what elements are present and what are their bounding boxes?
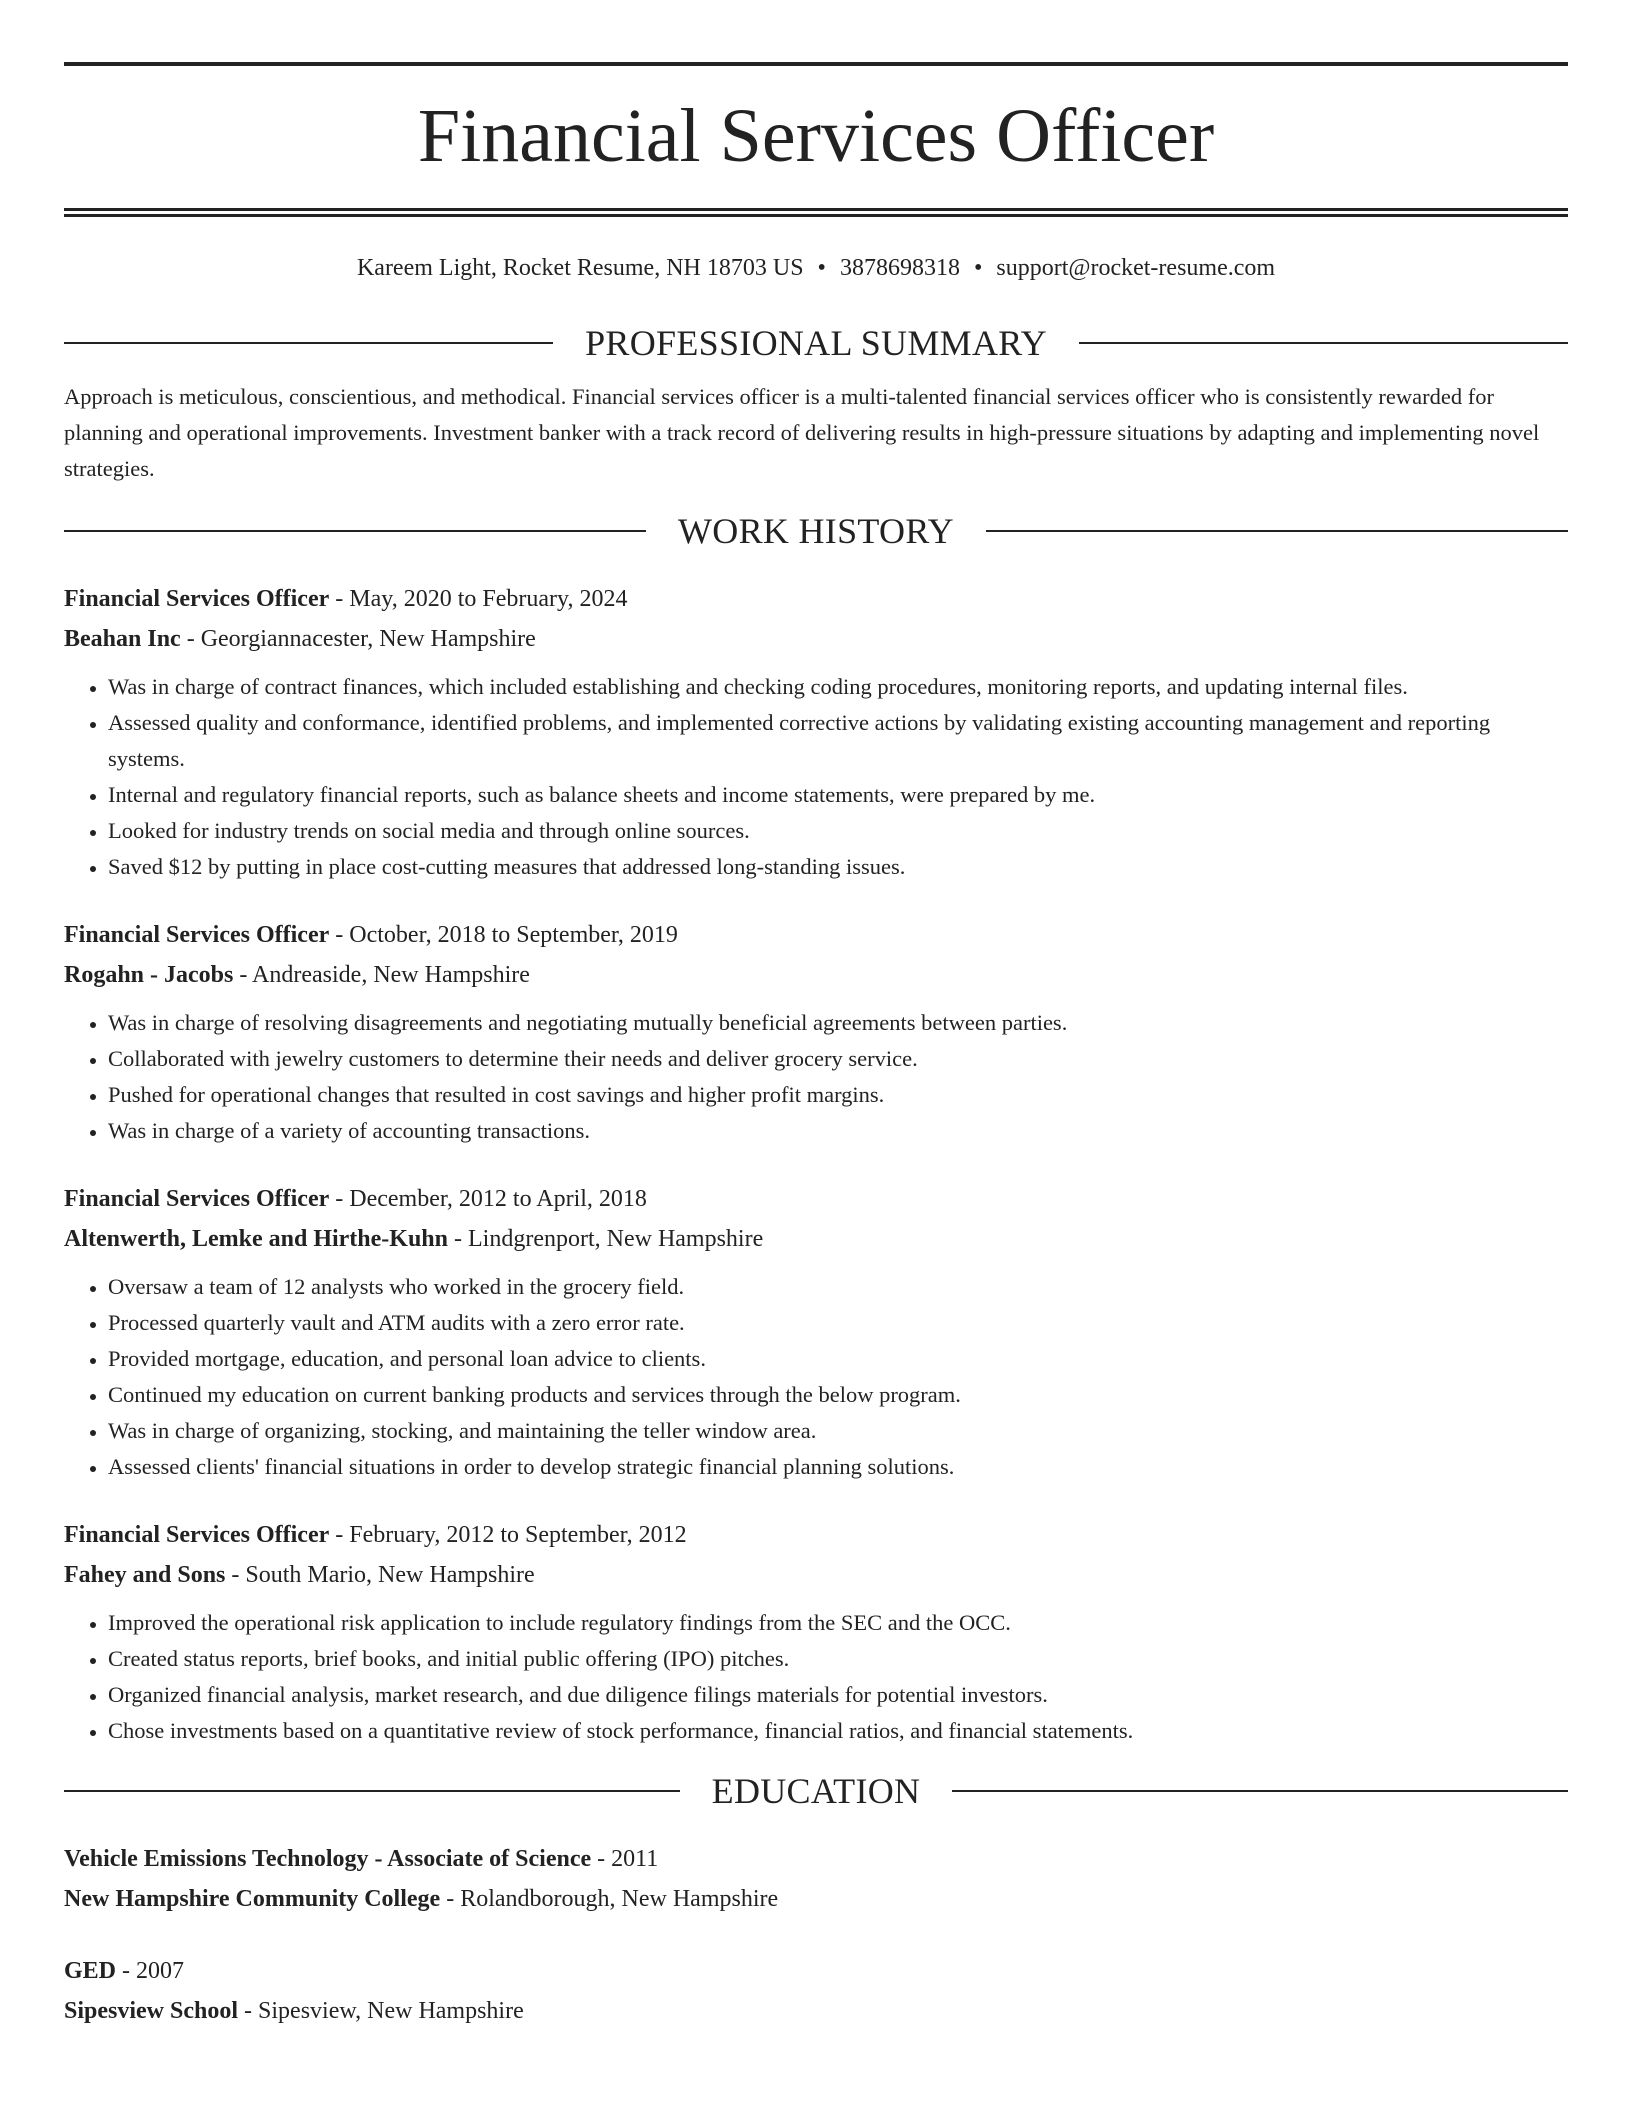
- education-entry: [64, 1951, 1568, 2031]
- heading-rule-left: [64, 530, 646, 532]
- job-bullets: [64, 1269, 1568, 1485]
- job-bullet: • Collaborated with jewelry customers to determine their needs and deliver grocery service.: [108, 1041, 1568, 1077]
- job-company-line: [64, 1219, 1568, 1259]
- job-bullet: • Created status reports, brief books, and initial public offering (IPO) pitches.: [108, 1641, 1568, 1677]
- heading-rule-left: [64, 342, 553, 344]
- education-school-line: [64, 1879, 1568, 1919]
- job-title: Financial Services Officer: [64, 922, 330, 948]
- summary-heading-label: PROFESSIONAL SUMMARY: [585, 323, 1047, 363]
- title-double-rule: [64, 208, 1568, 217]
- job-bullet: • Was in charge of resolving disagreements and negotiating mutually beneficial agreements between parties.: [108, 1005, 1568, 1041]
- education-school: Sipesview School: [64, 1998, 239, 2024]
- job-bullet: • Assessed quality and conformance, identified problems, and implemented corrective actions by validating existing accounting management and reporting systems.: [108, 705, 1568, 777]
- job-bullet: • Assessed clients' financial situations in order to develop strategic financial planning solutions.: [108, 1449, 1568, 1485]
- education-degree-line: [64, 1839, 1568, 1879]
- job-bullet: • Saved $12 by putting in place cost-cutting measures that addressed long-standing issues.: [108, 849, 1568, 885]
- job-bullet: • Oversaw a team of 12 analysts who worked in the grocery field.: [108, 1269, 1568, 1305]
- job-entry: [64, 915, 1568, 1149]
- job-bullet: • Looked for industry trends on social media and through online sources.: [108, 813, 1568, 849]
- job-dates: - February, 2012 to September, 2012: [329, 1522, 687, 1548]
- education-school-line: [64, 1991, 1568, 2031]
- work-heading-label: WORK HISTORY: [678, 511, 954, 551]
- heading-rule-left: [64, 1790, 680, 1792]
- job-bullet: • Was in charge of a variety of accounting transactions.: [108, 1113, 1568, 1149]
- contact-separator: •: [817, 255, 826, 281]
- job-bullet: • Chose investments based on a quantitative review of stock performance, financial ratios, and financial statements.: [108, 1713, 1568, 1749]
- education-year: - 2007: [116, 1958, 185, 1984]
- top-rule: [64, 62, 1568, 66]
- heading-rule-right: [986, 530, 1568, 532]
- job-bullet: • Was in charge of organizing, stocking, and maintaining the teller window area.: [108, 1413, 1568, 1449]
- education-location: - Sipesview, New Hampshire: [238, 1998, 524, 2024]
- education-school: New Hampshire Community College: [64, 1886, 441, 1912]
- contact-email: support@rocket-resume.com: [996, 255, 1276, 281]
- job-title: Financial Services Officer: [64, 1186, 330, 1212]
- heading-rule-right: [952, 1790, 1568, 1792]
- job-title-line: [64, 915, 1568, 955]
- job-entry: [64, 579, 1568, 885]
- education-year: - 2011: [591, 1846, 659, 1872]
- job-bullet: • Processed quarterly vault and ATM audits with a zero error rate.: [108, 1305, 1568, 1341]
- job-bullet: • Pushed for operational changes that resulted in cost savings and higher profit margins.: [108, 1077, 1568, 1113]
- job-title-line: [64, 1515, 1568, 1555]
- job-bullet: • Continued my education on current banking products and services through the below program.: [108, 1377, 1568, 1413]
- heading-rule-right: [1079, 342, 1568, 344]
- summary-text: Approach is meticulous, conscientious, and methodical. Financial services officer is a multi-talented financial services officer who is consistently rewarded for planning and operational improvements. Investment banker with a track record of delivering results in high-pressure situations by adapting and implementing novel strategies.: [64, 384, 1540, 481]
- job-list: [64, 579, 1568, 1749]
- job-location: - South Mario, New Hampshire: [225, 1562, 535, 1588]
- resume-page: [64, 62, 1568, 2031]
- education-entry: [64, 1839, 1568, 1919]
- job-entry: [64, 1179, 1568, 1485]
- job-bullets: [64, 1605, 1568, 1749]
- education-location: - Rolandborough, New Hampshire: [440, 1886, 779, 1912]
- job-dates: - October, 2018 to September, 2019: [329, 922, 678, 948]
- job-title: Financial Services Officer: [64, 1522, 330, 1548]
- job-bullets: [64, 1005, 1568, 1149]
- job-company: Fahey and Sons: [64, 1562, 226, 1588]
- job-dates: - December, 2012 to April, 2018: [329, 1186, 647, 1212]
- job-title-line: [64, 1179, 1568, 1219]
- contact-line: [64, 253, 1568, 283]
- job-entry: [64, 1515, 1568, 1749]
- job-bullets: [64, 669, 1568, 885]
- education-degree: GED: [64, 1958, 117, 1984]
- job-location: - Lindgrenport, New Hampshire: [448, 1226, 764, 1252]
- job-company: Rogahn - Jacobs: [64, 962, 234, 988]
- contact-phone: 3878698318: [839, 255, 960, 281]
- job-location: - Andreaside, New Hampshire: [233, 962, 530, 988]
- job-bullet: • Organized financial analysis, market research, and due diligence filings materials for potential investors.: [108, 1677, 1568, 1713]
- job-bullet: • Internal and regulatory financial reports, such as balance sheets and income statements, were prepared by me.: [108, 777, 1568, 813]
- job-dates: - May, 2020 to February, 2024: [329, 586, 628, 612]
- education-heading: [64, 1769, 1568, 1813]
- job-company-line: [64, 955, 1568, 995]
- job-title-line: [64, 579, 1568, 619]
- job-bullet: • Was in charge of contract finances, which included establishing and checking coding procedures, monitoring reports, and updating internal files.: [108, 669, 1568, 705]
- job-location: - Georgiannacester, New Hampshire: [180, 626, 536, 652]
- job-company-line: [64, 1555, 1568, 1595]
- contact-address: Kareem Light, Rocket Resume, NH 18703 US: [356, 255, 804, 281]
- job-company: Altenwerth, Lemke and Hirthe-Kuhn: [64, 1226, 448, 1252]
- page-title: Financial Services Officer: [417, 94, 1215, 178]
- job-company-line: [64, 619, 1568, 659]
- job-bullet: • Provided mortgage, education, and personal loan advice to clients.: [108, 1341, 1568, 1377]
- contact-separator: •: [973, 255, 983, 281]
- education-degree: Vehicle Emissions Technology - Associate of Science: [64, 1846, 592, 1872]
- education-heading-label: EDUCATION: [711, 1771, 921, 1811]
- job-title: Financial Services Officer: [64, 586, 330, 612]
- job-company: Beahan Inc: [64, 626, 181, 652]
- job-bullet: • Improved the operational risk application to include regulatory findings from the SEC and the OCC.: [108, 1605, 1568, 1641]
- education-degree-line: [64, 1951, 1568, 1991]
- work-heading: [64, 509, 1568, 553]
- summary-heading: [64, 321, 1568, 365]
